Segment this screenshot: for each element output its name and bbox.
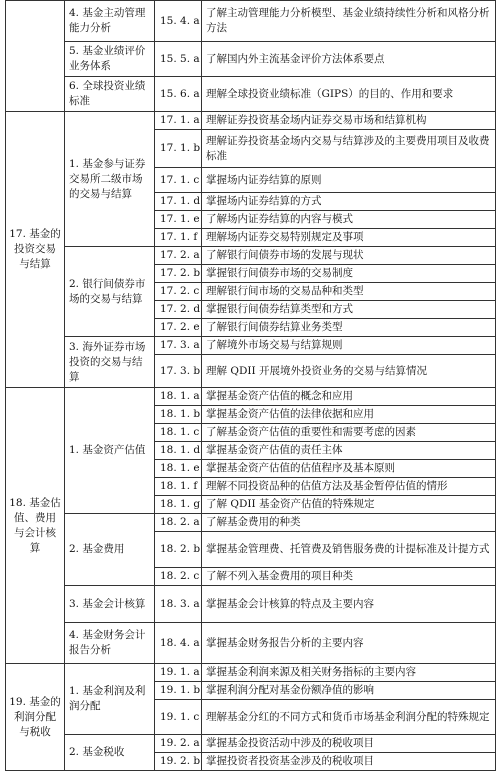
requirement-code: 17. 1. a xyxy=(155,112,202,130)
requirement-text: 掌握银行间债券结算类型和方式 xyxy=(202,301,496,319)
requirement-code: 19. 1. c xyxy=(155,700,202,735)
requirement-code: 17. 2. a xyxy=(155,247,202,265)
requirement-text: 掌握基金管理费、托管费及销售服务费的计提标准及计提方式 xyxy=(202,532,496,568)
table-row xyxy=(6,77,496,112)
section-title: 6. 全球投资业绩标准 xyxy=(65,77,155,112)
requirement-code: 19. 2. b xyxy=(155,753,202,771)
requirement-text: 了解 QDII 基金资产估值的特殊规定 xyxy=(202,496,496,514)
table-row xyxy=(6,337,496,355)
requirement-code: 17. 3. a xyxy=(155,337,202,355)
requirement-text: 理解基金分红的不同方式和货币市场基金利润分配的特殊规定 xyxy=(202,700,496,735)
requirement-text: 掌握利润分配对基金份额净值的影响 xyxy=(202,682,496,700)
requirement-text: 掌握基金会计核算的特点及主要内容 xyxy=(202,586,496,623)
requirement-code: 15. 6. a xyxy=(155,77,202,112)
requirement-text: 了解银行间债券结算业务类型 xyxy=(202,319,496,337)
requirement-text: 掌握基金资产估值的法律依据和应用 xyxy=(202,406,496,424)
requirement-text: 掌握投资者投资基金涉及的税收项目 xyxy=(202,753,496,771)
table-row xyxy=(6,1,496,42)
table-row xyxy=(6,388,496,406)
section-title: 3. 海外证券市场投资的交易与结算 xyxy=(65,337,155,388)
requirement-text: 了解不列入基金费用的项目种类 xyxy=(202,568,496,586)
requirement-text: 理解证券投资基金场内交易与结算涉及的主要费用项目及收费标准 xyxy=(202,130,496,168)
chapter-title: 17. 基金的投资交易与结算 xyxy=(6,112,65,388)
syllabus-body xyxy=(6,1,496,771)
requirement-code: 17. 1. b xyxy=(155,130,202,168)
requirement-code: 18. 1. a xyxy=(155,388,202,406)
requirement-code: 15. 4. a xyxy=(155,1,202,42)
requirement-code: 17. 3. b xyxy=(155,355,202,388)
requirement-code: 17. 2. b xyxy=(155,265,202,283)
section-title: 5. 基金业绩评价业务体系 xyxy=(65,42,155,77)
requirement-code: 18. 2. c xyxy=(155,568,202,586)
requirement-code: 18. 1. f xyxy=(155,478,202,496)
requirement-text: 掌握银行间债券市场的交易制度 xyxy=(202,265,496,283)
requirement-text: 了解国内外主流基金评价方法体系要点 xyxy=(202,42,496,77)
requirement-text: 了解场内证券结算的内容与模式 xyxy=(202,211,496,229)
requirement-code: 15. 5. a xyxy=(155,42,202,77)
table-row xyxy=(6,623,496,664)
section-title: 3. 基金会计核算 xyxy=(65,586,155,623)
table-row xyxy=(6,514,496,532)
requirement-code: 17. 1. c xyxy=(155,168,202,193)
requirement-text: 掌握场内证券结算的方式 xyxy=(202,193,496,211)
section-title: 1. 基金利润及利润分配 xyxy=(65,664,155,735)
table-row xyxy=(6,42,496,77)
requirement-code: 17. 1. e xyxy=(155,211,202,229)
section-title: 4. 基金财务会计报告分析 xyxy=(65,623,155,664)
table-row xyxy=(6,112,496,130)
requirement-code: 18. 1. g xyxy=(155,496,202,514)
requirement-text: 理解不同投资品种的估值方法及基金暂停估值的情形 xyxy=(202,478,496,496)
requirement-text: 理解银行间市场的交易品种和类型 xyxy=(202,283,496,301)
requirement-text: 了解境外市场交易与结算规则 xyxy=(202,337,496,355)
section-title: 2. 基金税收 xyxy=(65,735,155,771)
section-title: 1. 基金参与证券交易所二级市场的交易与结算 xyxy=(65,112,155,247)
requirement-text: 掌握基金利润来源及相关财务指标的主要内容 xyxy=(202,664,496,682)
requirement-text: 了解基金费用的种类 xyxy=(202,514,496,532)
section-title: 2. 基金费用 xyxy=(65,514,155,586)
requirement-code: 18. 3. a xyxy=(155,586,202,623)
table-row xyxy=(6,247,496,265)
requirement-code: 17. 2. c xyxy=(155,283,202,301)
requirement-text: 了解银行间债券市场的发展与现状 xyxy=(202,247,496,265)
requirement-text: 了解基金资产估值的重要性和需要考虑的因素 xyxy=(202,424,496,442)
requirement-code: 19. 1. a xyxy=(155,664,202,682)
requirement-code: 18. 4. a xyxy=(155,623,202,664)
requirement-text: 理解证券投资基金场内证券交易市场和结算机构 xyxy=(202,112,496,130)
chapter-title xyxy=(6,1,65,112)
requirement-code: 18. 1. e xyxy=(155,460,202,478)
requirement-code: 18. 1. d xyxy=(155,442,202,460)
requirement-code: 18. 1. b xyxy=(155,406,202,424)
table-row xyxy=(6,664,496,682)
requirement-text: 掌握基金投资活动中涉及的税收项目 xyxy=(202,735,496,753)
requirement-text: 掌握基金资产估值的概念和应用 xyxy=(202,388,496,406)
section-title: 4. 基金主动管理能力分析 xyxy=(65,1,155,42)
section-title: 1. 基金资产估值 xyxy=(65,388,155,514)
requirement-code: 17. 1. d xyxy=(155,193,202,211)
requirement-text: 掌握基金资产估值的估值程序及基本原则 xyxy=(202,460,496,478)
requirement-text: 掌握基金资产估值的责任主体 xyxy=(202,442,496,460)
requirement-code: 18. 2. b xyxy=(155,532,202,568)
requirement-text: 理解全球投资业绩标准（GIPS）的目的、作用和要求 xyxy=(202,77,496,112)
requirement-code: 17. 2. e xyxy=(155,319,202,337)
requirement-code: 18. 2. a xyxy=(155,514,202,532)
requirement-code: 17. 2. d xyxy=(155,301,202,319)
requirement-code: 18. 1. c xyxy=(155,424,202,442)
requirement-code: 19. 1. b xyxy=(155,682,202,700)
requirement-code: 19. 2. a xyxy=(155,735,202,753)
requirement-text: 理解场内证券交易特别规定及事项 xyxy=(202,229,496,247)
syllabus-table xyxy=(5,0,496,771)
requirement-text: 掌握场内证券结算的原则 xyxy=(202,168,496,193)
chapter-title: 18. 基金估值、费用与会计核算 xyxy=(6,388,65,664)
table-row xyxy=(6,586,496,623)
requirement-code: 17. 1. f xyxy=(155,229,202,247)
requirement-text: 掌握基金财务报告分析的主要内容 xyxy=(202,623,496,664)
section-title: 2. 银行间债券市场的交易与结算 xyxy=(65,247,155,337)
requirement-text: 了解主动管理能力分析模型、基金业绩持续性分析和风格分析方法 xyxy=(202,1,496,42)
table-row xyxy=(6,735,496,753)
chapter-title: 19. 基金的利润分配与税收 xyxy=(6,664,65,771)
requirement-text: 理解 QDII 开展境外投资业务的交易与结算情况 xyxy=(202,355,496,388)
